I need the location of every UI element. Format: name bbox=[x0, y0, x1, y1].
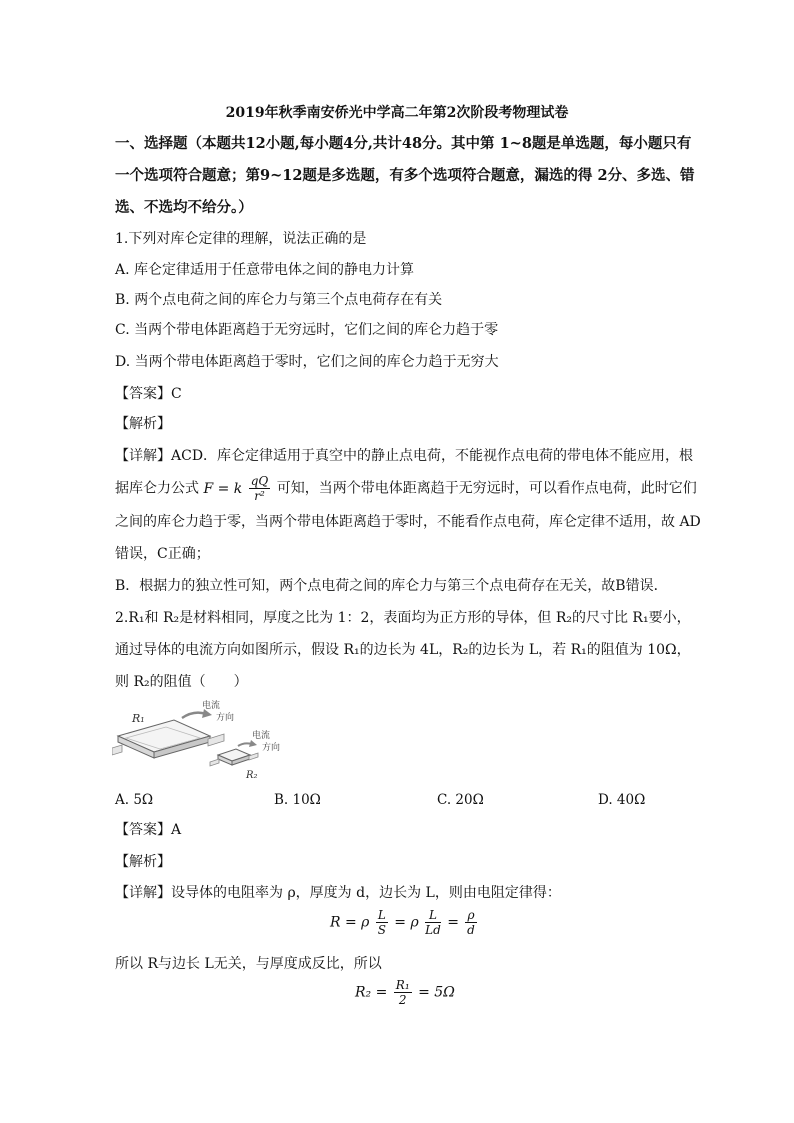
figure-r1-label: R₁ bbox=[132, 712, 145, 725]
figure-r2-label: R₂ bbox=[246, 770, 258, 780]
coulomb-formula bbox=[203, 474, 276, 503]
q2-detail-line2: 所以 R与边长 L无关，与厚度成反比，所以 bbox=[115, 956, 382, 972]
page-title: 2019年秋季南安侨光中学高二年第2次阶段考物理试卷 bbox=[225, 105, 569, 121]
q1-detail-line1: 【详解】ACD．库仑定律适用于真空中的静止点电荷，不能视作点电荷的带电体不能应用，根 bbox=[115, 448, 694, 464]
q1-detail-line5: B．根据力的独立性可知，两个点电荷之间的库仑力与第三个点电荷存在无关，故B错误． bbox=[115, 578, 668, 594]
section-header-line3: 选、不选均不给分。） bbox=[115, 199, 253, 216]
eq1-fraction-1 bbox=[376, 908, 388, 937]
q2-answer: 【答案】A bbox=[115, 822, 182, 838]
q1-analysis-label: 【解析】 bbox=[115, 416, 171, 432]
eq2-den: 2 bbox=[398, 993, 407, 1007]
q1-option-d: D. 当两个带电体距离趋于零时，它们之间的库仑力趋于无穷大 bbox=[115, 354, 499, 370]
q2-detail-line1: 【详解】设导体的电阻率为 ρ，厚度为 d，边长为 L，则由电阻定律得： bbox=[115, 885, 561, 901]
figure-current-label-2a: 电流 bbox=[252, 731, 271, 741]
q2-stem-line2: 通过导体的电流方向如图所示，假设 R₁的边长为 4L，R₂的边长为 L，若 R₁的阻值为 10Ω， bbox=[115, 642, 691, 658]
coulomb-formula-lhs: F = k bbox=[203, 480, 243, 497]
conductor-figure bbox=[112, 698, 302, 780]
q2-option-a: A. 5Ω bbox=[115, 792, 154, 808]
coulomb-numerator: qQ bbox=[250, 474, 269, 488]
eq1-mid: = ρ bbox=[394, 914, 419, 931]
q1-detail-line2 bbox=[115, 474, 697, 503]
q2-stem-line3: 则 R₂的阻值（ ） bbox=[115, 674, 248, 690]
q1-option-b: B. 两个点电荷之间的库仑力与第三个点电荷存在有关 bbox=[115, 292, 443, 308]
eq1-f3-num: ρ bbox=[467, 908, 475, 922]
eq1-fraction-3 bbox=[465, 908, 476, 937]
eq1-fraction-2 bbox=[425, 908, 441, 937]
q1-detail-line3: 之间的库仑力趋于零，当两个带电体距离趋于零时，不能看作点电荷，库仑定律不适用，故 AD bbox=[115, 514, 701, 530]
eq1-f2-den: Ld bbox=[425, 923, 441, 937]
eq1-f1-num: L bbox=[377, 908, 386, 922]
q2-option-d: D. 40Ω bbox=[598, 792, 646, 808]
q1-stem: 1.下列对库仑定律的理解，说法正确的是 bbox=[115, 231, 367, 247]
eq2-rhs: = 5Ω bbox=[418, 984, 455, 1001]
conductor-r2 bbox=[218, 749, 250, 765]
section-header-line2: 一个选项符合题意；第9~12题是多选题，有多个选项符合题意，漏选的得 2分、多选、错 bbox=[115, 167, 695, 184]
eq1-f3-den: d bbox=[467, 923, 475, 937]
coulomb-fraction bbox=[249, 474, 271, 503]
eq1-f2-num: L bbox=[425, 908, 441, 923]
figure-current-label-1a: 电流 bbox=[202, 701, 221, 711]
resistance-equation bbox=[330, 908, 479, 937]
eq1-lhs: R = ρ bbox=[330, 914, 370, 931]
q1-detail-line4: 错误，C正确； bbox=[115, 546, 210, 562]
eq1-equals: = bbox=[447, 914, 459, 931]
q2-analysis-label: 【解析】 bbox=[115, 854, 171, 870]
q1-option-a: A. 库仑定律适用于任意带电体之间的静电力计算 bbox=[115, 262, 415, 278]
q1-option-c: C. 当两个带电体距离趋于无穷远时，它们之间的库仑力趋于零 bbox=[115, 322, 499, 338]
coulomb-denominator: r² bbox=[254, 489, 265, 503]
q1-detail-line2-start: 据库仑力公式 bbox=[115, 480, 199, 497]
eq2-num: R₁ bbox=[395, 978, 410, 992]
q1-answer: 【答案】C bbox=[115, 386, 182, 402]
conductor-r1 bbox=[118, 720, 210, 758]
r2-equation bbox=[355, 978, 455, 1007]
figure-current-label-2b: 方向 bbox=[262, 743, 281, 753]
eq2-fraction bbox=[394, 978, 412, 1007]
figure-current-label-1b: 方向 bbox=[216, 713, 235, 723]
q2-option-b: B. 10Ω bbox=[274, 792, 321, 808]
q2-option-c: C. 20Ω bbox=[437, 792, 484, 808]
eq2-lhs: R₂ = bbox=[355, 984, 388, 1001]
q1-detail-line2-end: 可知，当两个带电体距离趋于无穷远时，可以看作点电荷，此时它们 bbox=[276, 480, 697, 497]
eq1-f1-den: S bbox=[377, 923, 386, 937]
q2-stem-line1: 2.R₁和 R₂是材料相同，厚度之比为 1：2，表面均为正方形的导体，但 R₂的尺寸比 R₁要小， bbox=[115, 610, 691, 626]
section-header-line1: 一、选择题（本题共12小题,每小题4分,共计48分。其中第 1~8题是单选题，每小题只有 bbox=[115, 135, 692, 152]
